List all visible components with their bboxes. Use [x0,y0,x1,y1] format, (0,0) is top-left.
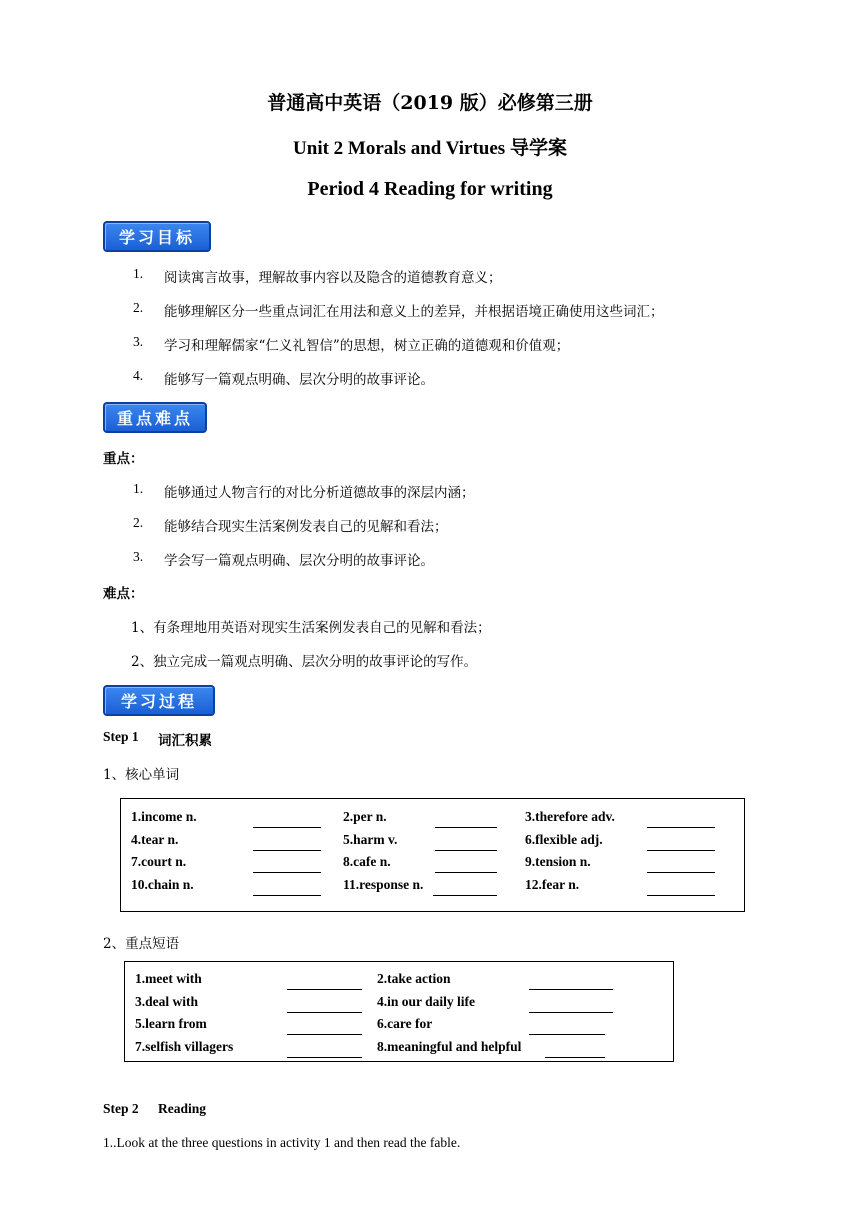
key-label: 重点： [103,451,144,467]
word-item: 4.tear n. [131,831,179,847]
word-item: 10.chain n. [131,876,194,892]
phrase-item: 4.in our daily life [377,993,476,1009]
difficult-item: 1、有条理地用英语对现实生活案例发表自己的见解和看法； [131,620,491,636]
answer-blank [253,883,321,896]
step1-heading-cn: 词汇积累 [158,733,212,749]
key-point-text: 能够结合现实生活案例发表自己的见解和看法； [164,519,448,535]
word-item: 6.flexible adj. [525,831,603,847]
reading-instruction: 1..Look at the three questions in activity 1 and then read the fable. [103,1135,461,1150]
objectives-badge: 学习目标 [103,221,211,252]
answer-blank [435,838,497,851]
objective-text: 能够理解区分一些重点词汇在用法和意义上的差异，并根据语境正确使用这些词汇； [164,304,664,320]
phrase-item: 8.meaningful and helpful [377,1038,522,1054]
word-item: 9.tension n. [525,854,591,869]
unit-title: Unit 2 Morals and Virtues 导学案 [293,138,567,159]
phrase-item: 6.care for [377,1016,433,1031]
words-label: 1、核心单词 [103,767,180,783]
word-item: 11.response n. [343,876,424,892]
phrase-item: 3.deal with [135,993,199,1009]
answer-blank [647,860,715,873]
process-badge: 学习过程 [103,685,215,716]
answer-blank [435,860,497,873]
answer-blank [433,883,497,896]
difficult-label: 难点： [103,586,144,602]
key-point-number: 1. [133,481,144,496]
key-point-number: 3. [133,549,144,564]
word-item: 3.therefore adv. [525,809,615,824]
objective-number: 4. [133,368,144,383]
words-table [120,798,745,912]
word-item: 5.harm v. [343,831,398,847]
answer-blank [253,860,321,873]
answer-blank [545,1045,605,1058]
key-point-text: 学会写一篇观点明确、层次分明的故事评论。 [164,553,434,569]
word-item: 7.court n. [131,854,187,869]
objective-number: 1. [133,266,144,281]
objective-number: 2. [133,300,144,315]
answer-blank [529,977,613,990]
word-item: 2.per n. [343,809,387,824]
step2-heading-en: Reading [158,1101,207,1116]
word-item: 12.fear n. [525,876,580,892]
step1-heading: Step 1 [103,729,139,744]
document-title: 普通高中英语（2019 版）必修第三册 [267,92,593,114]
answer-blank [647,838,715,851]
objective-text: 学习和理解儒家“仁义礼智信”的思想，树立正确的道德观和价值观； [164,338,570,354]
period-title: Period 4 Reading for writing [307,178,553,200]
answer-blank [647,815,715,828]
phrase-item: 1.meet with [135,971,202,986]
word-item: 1.income n. [131,809,197,824]
answer-blank [647,883,715,896]
key-point-number: 2. [133,515,144,530]
phrase-item: 2.take action [377,971,451,986]
phrases-label: 2、重点短语 [103,936,180,952]
answer-blank [529,1022,605,1035]
answer-blank [287,977,362,990]
answer-blank [287,1045,362,1058]
step2-heading: Step 2 [103,1101,139,1116]
answer-blank [287,1022,362,1035]
answer-blank [529,1000,613,1013]
answer-blank [287,1000,362,1013]
word-item: 8.cafe n. [343,854,391,869]
difficult-item: 2、独立完成一篇观点明确、层次分明的故事评论的写作。 [131,654,478,670]
phrase-item: 5.learn from [135,1016,207,1031]
answer-blank [253,838,321,851]
phrase-item: 7.selfish villagers [135,1038,234,1054]
answer-blank [435,815,497,828]
key-point-text: 能够通过人物言行的对比分析道德故事的深层内涵； [164,485,475,501]
objective-number: 3. [133,334,144,349]
key-points-badge: 重点难点 [103,402,207,433]
phrases-table [124,961,674,1062]
objective-text: 阅读寓言故事，理解故事内容以及隐含的道德教育意义； [164,270,502,286]
objective-text: 能够写一篇观点明确、层次分明的故事评论。 [164,372,434,388]
answer-blank [253,815,321,828]
